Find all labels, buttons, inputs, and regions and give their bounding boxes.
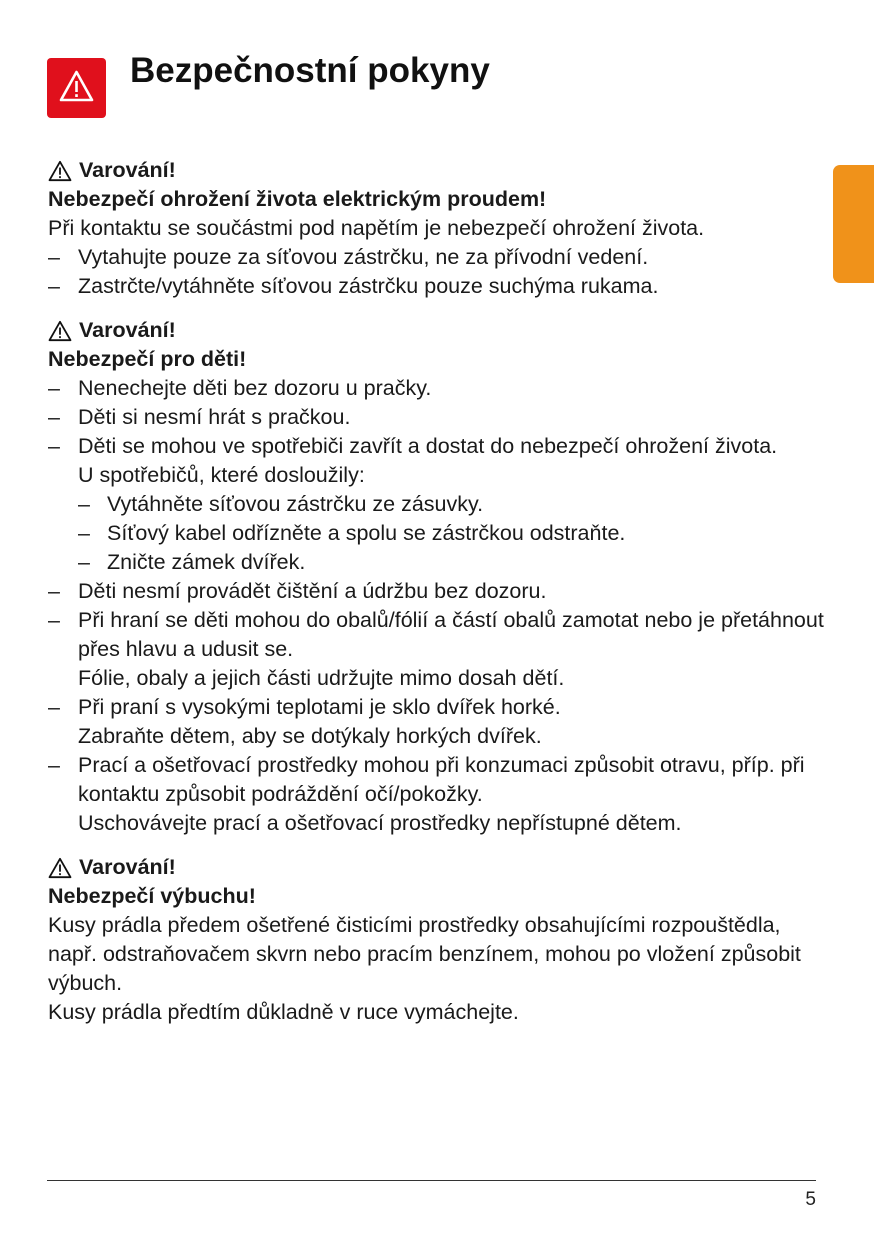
footer-divider [47,1180,816,1181]
warning-section-electric [48,156,828,301]
hazard-title: Nebezpečí výbuchu! [48,884,256,908]
hazard-title: Nebezpečí ohrožení života elektrickým proudem! [48,187,547,211]
page-title: Bezpečnostní pokyny [130,51,490,90]
warning-triangle-icon [48,320,72,342]
safety-instructions [48,156,828,1042]
list-item-note: Uschovávejte prací a ošetřovací prostředky nepřístupné dětem. [78,811,682,835]
warning-section-children [48,316,828,838]
sub-list-item: – Vytáhněte síťovou zástrčku ze zásuvky. [78,492,484,516]
page-number: 5 [805,1189,816,1210]
list-item: – Zastrčte/vytáhněte síťovou zástrčku pouze suchýma rukama. [48,274,659,298]
list-item: – Při praní s vysokými teplotami je sklo dvířek horké. [48,695,561,719]
warning-triangle-icon [48,857,72,879]
chapter-tab [833,165,874,283]
warning-triangle-icon [48,160,72,182]
list-item: – Prací a ošetřovací prostředky mohou při konzumaci způsobit otravu, příp. při kontaktu způsobit podráždění očí/pokožky. [48,753,805,806]
warning-section-explosion [48,853,828,1027]
paragraph: Kusy prádla předem ošetřené čisticími prostředky obsahujícími rozpouštědla, např. odstraňovačem skvrn nebo pracím benzínem, mohou po vložení způsobit výbuch. [48,913,801,995]
list-item: – Děti si nesmí hrát s pračkou. [48,405,351,429]
warning-badge [47,58,106,118]
sub-list-item: – Zničte zámek dvířek. [78,550,306,574]
paragraph: Kusy prádla předtím důkladně v ruce vymáchejte. [48,1000,519,1024]
list-item: – Nenechejte děti bez dozoru u pračky. [48,376,432,400]
paragraph: Při kontaktu se součástmi pod napětím je nebezpečí ohrožení života. [48,216,705,240]
list-item: – Děti se mohou ve spotřebiči zavřít a dostat do nebezpečí ohrožení života. [48,434,778,458]
list-item: – Při hraní se děti mohou do obalů/fólií a částí obalů zamotat nebo je přetáhnout přes hlavu a udusit se. [48,608,824,661]
list-item: – Vytahujte pouze za síťovou zástrčku, ne za přívodní vedení. [48,245,649,269]
warning-heading [48,853,828,882]
warning-label: Varování! [79,855,176,879]
list-item-note: Fólie, obaly a jejich části udržujte mimo dosah dětí. [78,666,565,690]
warning-label: Varování! [79,158,176,182]
list-item-note: Zabraňte dětem, aby se dotýkaly horkých dvířek. [78,724,542,748]
sub-list-item: – Síťový kabel odřízněte a spolu se zástrčkou odstraňte. [78,521,626,545]
list-item: – Děti nesmí provádět čištění a údržbu bez dozoru. [48,579,547,603]
hazard-title: Nebezpečí pro děti! [48,347,247,371]
warning-triangle-icon [58,68,95,105]
list-item-note: U spotřebičů, které dosloužily: [78,463,365,487]
warning-heading [48,316,828,345]
warning-label: Varování! [79,318,176,342]
warning-heading [48,156,828,185]
